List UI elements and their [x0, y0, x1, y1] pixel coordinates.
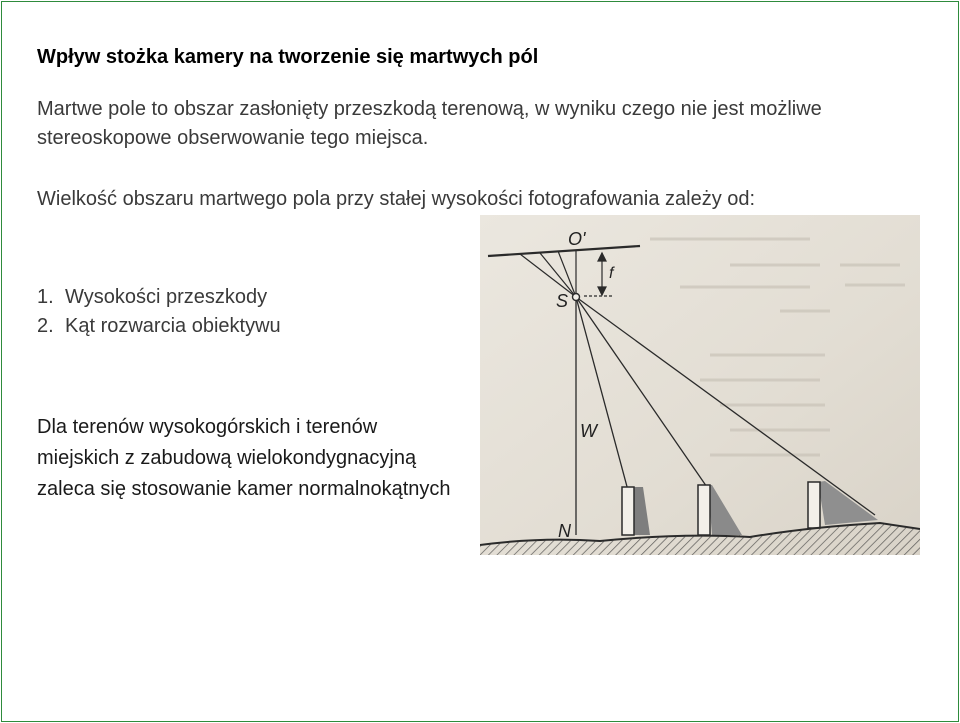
- list-item-text: Kąt rozwarcia obiektywu: [65, 315, 281, 337]
- definition-paragraph: Martwe pole to obszar zasłonięty przeszkodą terenową, w wyniku czego nie jest możliwe stereoskopowe obserwowanie tego miejsca.: [37, 98, 822, 149]
- diagram-svg: [480, 215, 920, 555]
- label-o-prime: O': [568, 229, 586, 249]
- recommendation-paragraph: Dla terenów wysokogórskich i terenów miejskich z zabudową wielokondygnacyjną zaleca się stosowanie kamer normalnokątnych: [37, 416, 451, 500]
- label-f: f: [609, 265, 614, 282]
- label-s: S: [556, 291, 569, 311]
- label-w: W: [580, 421, 597, 441]
- dependency-paragraph: Wielkość obszaru martwego pola przy stałej wysokości fotografowania zależy od:: [37, 188, 756, 210]
- slide-title: Wpływ stożka kamery na tworzenie się martwych pól: [37, 46, 539, 68]
- factor-list: [37, 283, 281, 341]
- dead-zone-diagram: [480, 215, 920, 555]
- list-item-number: 1.: [37, 286, 54, 308]
- label-n: N: [558, 521, 571, 541]
- list-item-text: Wysokości przeszkody: [65, 286, 268, 308]
- list-item: [37, 312, 281, 341]
- list-item-number: 2.: [37, 315, 54, 337]
- list-item: [37, 283, 281, 312]
- projection-center-point: [573, 294, 580, 301]
